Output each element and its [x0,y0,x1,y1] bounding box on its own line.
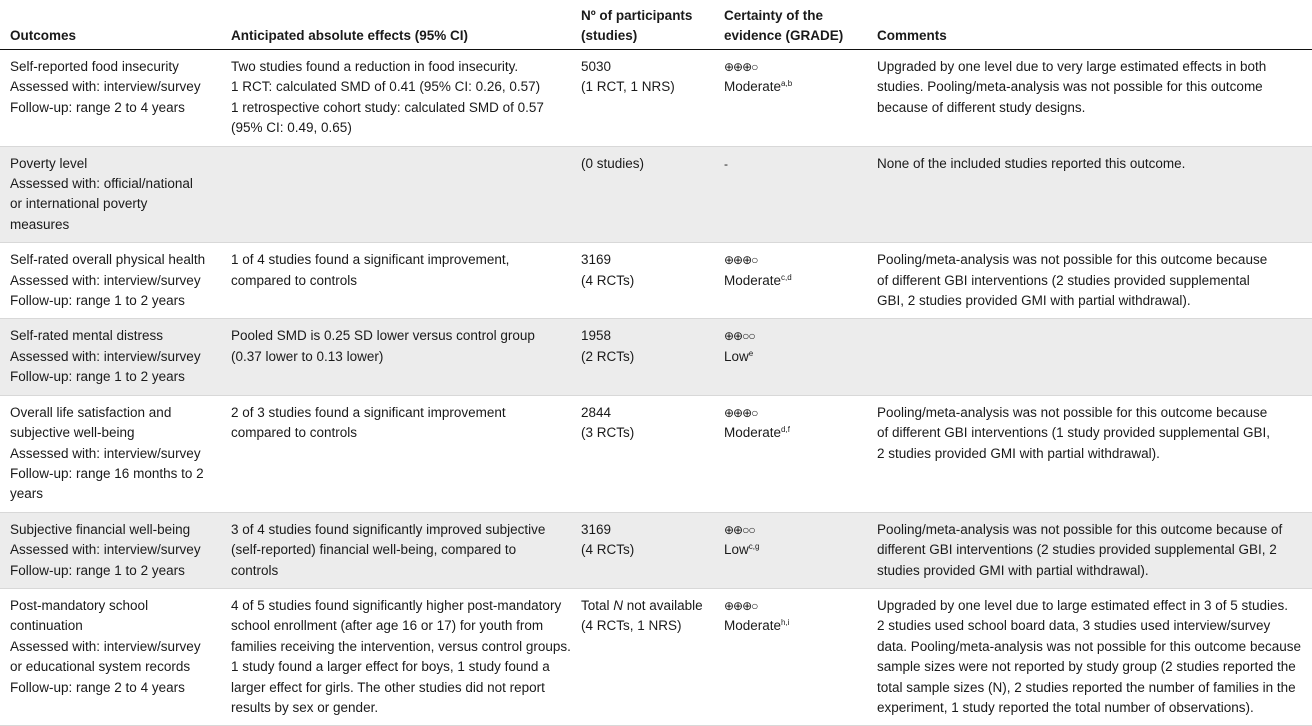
comments-line: sample sizes were not reported by study group (2 studies reported the [877,659,1296,675]
comments-line: data. Pooling/meta-analysis was not possible for this outcome because [877,638,1301,654]
header-certainty: Certainty of the evidence (GRADE) [724,0,877,50]
participants-line: (4 RCTs) [581,272,635,288]
participants-cell [581,395,724,512]
grade-footnote: e [748,348,754,358]
grade-symbols: - [724,156,727,171]
comments-cell [877,395,1312,512]
outcome-line: Assessed with: interview/survey [10,348,201,364]
outcome-line: continuation [10,618,83,634]
outcome-cell [0,588,231,725]
outcome-line: Self-reported food insecurity [10,59,179,74]
table-row [0,588,1312,725]
effects-line: 1 retrospective cohort study: calculated SMD of 0.57 [231,99,544,115]
participants-line: (2 RCTs) [581,348,635,364]
comments-cell [877,319,1312,395]
participants-line: (3 RCTs) [581,425,635,441]
certainty-cell [724,588,877,725]
effects-line: (self-reported) financial well-being, compared to [231,542,517,558]
participants-cell [581,146,724,243]
grade-label: Moderate$^{h,i}$ [724,618,790,634]
grade-label: Moderate$^{c,d}$ [724,272,792,288]
certainty-cell [724,319,877,395]
grade-symbols: ⊕⊕○○ [724,329,755,344]
effects-line: larger effect for girls. The other studies did not report [231,679,545,695]
participants-total: Total N not available [581,597,703,613]
outcome-cell [0,512,231,588]
grade-symbols: ⊕⊕⊕○ [724,253,758,268]
grade-label: Low$^e$ [724,348,754,364]
comments-line: of different GBI interventions (2 studies provided supplemental [877,272,1250,288]
grade-symbols: ⊕⊕⊕○ [724,598,758,613]
table-row [0,512,1312,588]
comments-line: total sample sizes (N), 2 studies reported the number of families in the [877,679,1296,695]
effects-line: 1 RCT: calculated SMD of 0.41 (95% CI: 0.26, 0.57) [231,79,541,95]
outcome-line: Follow-up: range 16 months to 2 [10,465,204,481]
participants-n: N [613,597,624,613]
outcome-line: years [10,486,44,502]
grade-label: Moderate$^{d,f}$ [724,425,790,441]
effects-line: (95% CI: 0.49, 0.65) [231,120,352,136]
comments-line: studies provided GMI with partial withdrawal). [877,562,1149,578]
effects-cell [231,243,581,319]
outcome-line: Self-rated overall physical health [10,252,206,268]
effects-line: compared to controls [231,272,358,288]
outcome-line: Assessed with: interview/survey [10,638,201,654]
participants-line: (4 RCTs) [581,542,635,558]
outcome-line: Follow-up: range 2 to 4 years [10,99,185,115]
grade-footnote: h,i [781,618,790,628]
comments-line: experiment, 1 study reported the total number of observations). [877,699,1254,715]
participants-cell [581,319,724,395]
certainty-cell [724,243,877,319]
comments-line: Pooling/meta-analysis was not possible for this outcome because of [877,521,1283,537]
header-participants: Nº of participants (studies) [581,0,724,50]
grade-footnote: a,b [781,79,793,89]
certainty-cell [724,512,877,588]
table-header-row [0,0,1312,50]
table-row [0,319,1312,395]
participants-line: 5030 [581,59,612,74]
comments-cell [877,588,1312,725]
comments-line: 2 studies provided GMI with partial withdrawal). [877,445,1160,461]
outcome-cell [0,243,231,319]
comments-cell [877,146,1312,243]
grade-symbols: ⊕⊕○○ [724,522,755,537]
effects-line: Two studies found a reduction in food insecurity. [231,59,519,74]
grade-footnote: c,g [748,542,760,552]
effects-line: 4 of 5 studies found significantly higher post-mandatory [231,597,562,613]
outcome-line: Assessed with: official/national [10,176,193,192]
grade-label: Moderate$^{a,b}$ [724,79,793,95]
grade-footnote: c,d [781,272,792,282]
effects-cell [231,146,581,243]
outcome-cell [0,146,231,243]
outcome-line: subjective well-being [10,425,135,441]
certainty-cell [724,50,877,147]
grade-symbols: ⊕⊕⊕○ [724,60,758,74]
outcome-line: measures [10,216,70,232]
grade-symbols: ⊕⊕⊕○ [724,405,758,420]
outcome-cell [0,319,231,395]
comments-line: 2 studies used school board data, 3 studies used interview/survey [877,618,1271,634]
participants-cell [581,50,724,147]
comments-line: different GBI interventions (2 studies provided supplemental GBI, 2 [877,542,1277,558]
comments-cell [877,512,1312,588]
comments-cell [877,50,1312,147]
header-effects: Anticipated absolute effects (95% CI) [231,0,581,50]
participants-cell [581,512,724,588]
outcome-cell [0,50,231,147]
comments-line: None of the included studies reported this outcome. [877,155,1186,171]
effects-cell [231,50,581,147]
table-row [0,395,1312,512]
outcome-cell [0,395,231,512]
participants-line: 3169 [581,521,612,537]
effects-cell [231,319,581,395]
effects-line: compared to controls [231,425,358,441]
effects-cell [231,588,581,725]
outcome-line: Assessed with: interview/survey [10,272,201,288]
effects-line: results by sex or gender. [231,699,379,715]
comments-line: of different GBI interventions (1 study provided supplemental GBI, [877,425,1270,441]
table-row [0,50,1312,147]
participants-cell [581,588,724,725]
comments-cell [877,243,1312,319]
comments-line: studies. Pooling/meta-analysis was not possible for this outcome [877,79,1263,95]
effects-line: 2 of 3 studies found a significant improvement [231,404,506,420]
participants-line: (1 RCT, 1 NRS) [581,79,675,95]
participants-line: 1958 [581,328,612,344]
participants-line: (0 studies) [581,155,645,171]
effects-line: (0.37 lower to 0.13 lower) [231,348,384,364]
outcome-line: Assessed with: interview/survey [10,445,201,461]
certainty-cell [724,395,877,512]
outcome-line: Overall life satisfaction and [10,404,172,420]
header-comments: Comments [877,0,1312,50]
effects-line: 3 of 4 studies found significantly improved subjective [231,521,546,537]
outcome-line: Subjective financial well-being [10,521,191,537]
comments-line: Pooling/meta-analysis was not possible for this outcome because [877,252,1268,268]
effects-line: controls [231,562,279,578]
comments-line: GBI, 2 studies provided GMI with partial withdrawal). [877,293,1191,309]
grade-label: Low$^{c,g}$ [724,542,760,558]
comments-line: Upgraded by one level due to large estimated effect in 3 of 5 studies. [877,597,1289,613]
participants-line: (4 RCTs, 1 NRS) [581,618,682,634]
effects-line: 1 study found a larger effect for boys, 1 study found a [231,659,550,675]
outcome-line: Post-mandatory school [10,597,149,613]
effects-line: 1 of 4 studies found a significant improvement, [231,252,510,268]
effects-line: school enrollment (after age 16 or 17) for youth from [231,618,544,634]
participants-line: 2844 [581,404,612,420]
table-row [0,146,1312,243]
header-outcomes: Outcomes [0,0,231,50]
comments-line: Pooling/meta-analysis was not possible for this outcome because [877,404,1268,420]
comments-line: Upgraded by one level due to very large estimated effects in both [877,59,1267,74]
outcome-line: Follow-up: range 1 to 2 years [10,562,185,578]
table-row [0,243,1312,319]
outcome-line: Follow-up: range 1 to 2 years [10,369,185,385]
grade-footnote: d,f [781,425,790,435]
outcome-line: Assessed with: interview/survey [10,79,201,95]
outcome-line: Self-rated mental distress [10,328,164,344]
participants-line: 3169 [581,252,612,268]
outcome-line: or international poverty [10,196,148,212]
certainty-cell [724,146,877,243]
outcome-line: Poverty level [10,155,88,171]
effects-cell [231,395,581,512]
outcome-line: or educational system records [10,659,191,675]
participants-cell [581,243,724,319]
effects-line: Pooled SMD is 0.25 SD lower versus control group [231,328,535,344]
outcome-line: Follow-up: range 1 to 2 years [10,293,185,309]
effects-line: families receiving the intervention, versus control groups. [231,638,571,654]
comments-line: because of different study designs. [877,99,1086,115]
outcome-line: Assessed with: interview/survey [10,542,201,558]
effects-cell [231,512,581,588]
outcome-line: Follow-up: range 2 to 4 years [10,679,185,695]
